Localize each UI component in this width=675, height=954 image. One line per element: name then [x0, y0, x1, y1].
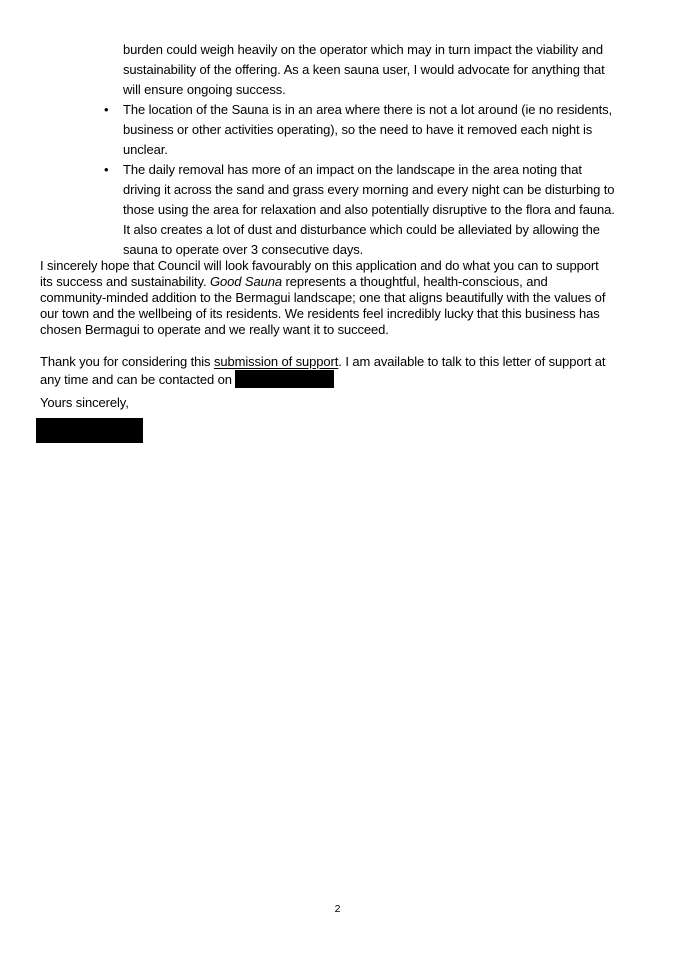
text-segment: represents a thoughtful, health-conscious, and	[282, 274, 548, 289]
body-line: burden could weigh heavily on the operator which may in turn impact the viability and	[123, 42, 603, 57]
bullet-item-line	[104, 100, 615, 120]
bullet-item-line: those using the area for relaxation and also potentially disruptive to the flora and fauna.	[123, 202, 615, 217]
body-line: will ensure ongoing success.	[123, 82, 286, 97]
body-line: community-minded addition to the Bermagui landscape; one that aligns beautifully with the values of	[40, 290, 606, 305]
business-name-italic: Good Sauna	[209, 274, 282, 289]
bullet-item-line: unclear.	[123, 142, 168, 157]
bullet-item-line: business or other activities operating), so the need to have it removed each night is	[123, 122, 593, 137]
body-line: I sincerely hope that Council will look favourably on this application and do what you can to support	[40, 258, 599, 273]
body-line: sustainability of the offering. As a keen sauna user, I would advocate for anything that	[123, 62, 605, 77]
underlined-phrase: submission of support	[213, 354, 339, 369]
body-line: our town and the wellbeing of its residents. We residents feel incredibly lucky that this business has	[40, 306, 600, 321]
signoff-text: Yours sincerely,	[40, 395, 129, 410]
body-line	[40, 274, 605, 290]
text-segment: its success and sustainability.	[40, 274, 210, 289]
text-segment: The daily removal has more of an impact on the landscape in the area noting that	[123, 162, 582, 177]
bullet-item-line: sauna to operate over 3 consecutive days.	[123, 242, 364, 257]
thanks-paragraph	[40, 354, 605, 388]
body-line	[40, 354, 605, 370]
redaction-bar-contact	[235, 370, 334, 388]
bullet-continuation-paragraph	[123, 40, 605, 100]
page-number: 2	[334, 903, 341, 915]
text-segment: Thank you for considering this	[40, 354, 214, 369]
text-segment: . I am available to talk to this letter of support at	[338, 354, 606, 369]
bullet-icon: •	[104, 102, 109, 117]
text-segment: any time and can be contacted on	[40, 372, 232, 387]
closing-paragraph	[40, 258, 605, 338]
bullet-item-line: It also creates a lot of dust and disturbance which could be alleviated by allowing the	[123, 222, 600, 237]
body-line: chosen Bermagui to operate and we really want it to succeed.	[40, 322, 389, 337]
redaction-bar-signature	[36, 418, 143, 443]
text-segment: The location of the Sauna is in an area where there is not a lot around (ie no residents,	[123, 102, 613, 117]
bullet-icon: •	[104, 162, 109, 177]
bullet-list	[104, 100, 615, 260]
bullet-item-line: driving it across the sand and grass every morning and every night can be disturbing to	[123, 182, 615, 197]
bullet-item-line	[104, 160, 615, 180]
body-line	[40, 370, 605, 388]
